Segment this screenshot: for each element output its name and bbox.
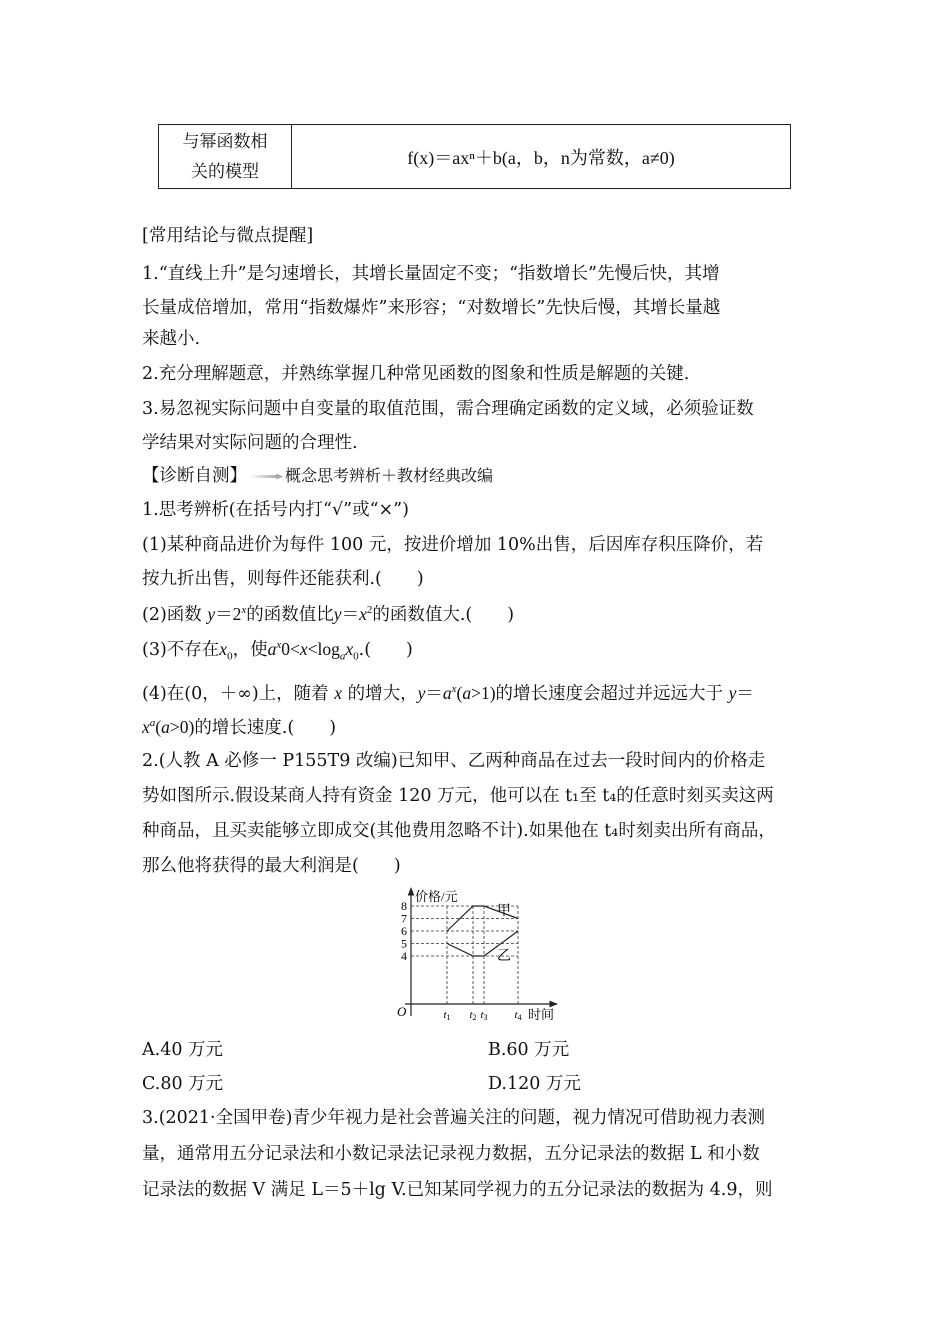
tip-line: 1.“直线上升”是匀速增长，其增长量固定不变；“指数增长”先慢后快，其增	[142, 264, 720, 284]
q2-line: 2.(人教 A 必修一 P155T9 改编)已知甲、乙两种商品在过去一段时间内的价格走	[142, 751, 766, 771]
q1-item3: (3)不存在$x_0$，使$a^x0<x<\log_ax_0$.( )	[142, 639, 413, 663]
price-trend-chart	[385, 884, 565, 1028]
q1-item2-text: 的函数值大.( )	[372, 605, 515, 625]
q3-line: 量，通常用五分记录法和小数记录法记录视力数据，五分记录法的数据 L 和小数	[142, 1144, 760, 1164]
q3-line: 3.(2021·全国甲卷)青少年视力是社会普遍关注的问题，视力情况可借助视力表测	[142, 1108, 765, 1128]
q1-item1-line2: 按九折出售，则每件还能获利.( )	[142, 569, 424, 589]
section-heading: [常用结论与微点提醒]	[142, 226, 314, 246]
model-formula: f(x)＝axⁿ＋b(a，b，n为常数，a≠0)	[292, 125, 791, 189]
option-a: A.40 万元	[142, 1040, 224, 1060]
q1-item4-text: (4)在(0，＋∞)上，随着	[142, 684, 329, 704]
origin-label: O	[397, 1004, 407, 1019]
q1-item4-line2: $x^a(a>0)$的增长速度.( )	[142, 717, 337, 738]
model-name-line2: 关的模型	[191, 161, 259, 182]
series-label-jia: 甲	[497, 904, 511, 919]
q2-line: 种商品，且买卖能够立即成交(其他费用忽略不计).如果他在 t₄时刻卖出所有商品，	[142, 821, 776, 841]
y-axis-label: 价格/元	[415, 889, 458, 904]
tip-line: 来越小.	[142, 329, 201, 349]
q1-item1-line1: (1)某种商品进价为每件 100 元，按进价增加 10%出售，后因库存积压降价，若	[142, 535, 764, 555]
q1-item2-text: (2)函数	[142, 605, 202, 625]
q2-line: 势如图所示.假设某商人持有资金 120 万元，他可以在 t₁至 t₄的任意时刻买卖这两	[142, 786, 774, 806]
q1-item3-text: (3)不存在	[142, 640, 220, 660]
model-table	[158, 124, 791, 189]
model-name-line1: 与幂函数相	[182, 131, 268, 152]
q1-stem: 1.思考辨析(在括号内打“√”或“×”)	[142, 500, 409, 520]
y-tick-label: 4	[401, 949, 407, 963]
tip-line: 3.易忽视实际问题中自变量的取值范围，需合理确定函数的定义域，必须验证数	[142, 399, 754, 419]
q1-item3-text: .( )	[358, 640, 413, 660]
option-d: D.120 万元	[488, 1074, 581, 1094]
y-tick-label: 6	[401, 924, 407, 938]
y-tick-label: 7	[401, 911, 407, 926]
q1-item2-text: 的函数值比	[246, 605, 334, 625]
q3-line: 记录法的数据 V 满足 L＝5＋lg V.已知某同学视力的五分记录法的数据为 4.9，则	[142, 1180, 773, 1200]
model-name-cell	[159, 125, 292, 189]
series-label-yi: 乙	[497, 949, 511, 964]
diagnosis-subtitle: 概念思考辨析＋教材经典改编	[285, 466, 494, 485]
x-tick-label: t3	[480, 1009, 488, 1022]
y-tick-label: 8	[401, 899, 407, 913]
x-tick-label: t2	[469, 1009, 477, 1022]
q1-item3-text: ，使	[232, 640, 268, 660]
arrow-icon	[249, 474, 283, 480]
x-tick-label: t1	[443, 1009, 451, 1022]
x-tick-label: t4	[514, 1009, 522, 1022]
q2-line: 那么他将获得的最大利润是( )	[142, 856, 401, 876]
option-b: B.60 万元	[488, 1040, 570, 1060]
y-tick-label: 5	[401, 936, 407, 951]
option-c: C.80 万元	[142, 1074, 224, 1094]
tip-line: 学结果对实际问题的合理性.	[142, 433, 358, 453]
q1-item4-text: 的增长速度.( )	[194, 718, 337, 738]
q1-item4-text: 的增大，	[347, 684, 418, 704]
q1-item2: (2)函数 $y=2^x$的函数值比$y=x^2$的函数值大.( )	[142, 604, 515, 625]
tip-line: 2.充分理解题意，并熟练掌握几种常见函数的图象和性质是解题的关键.	[142, 364, 690, 384]
x-axis-label: 时间	[528, 1007, 555, 1022]
diagnosis-label: 【诊断自测】	[142, 466, 247, 486]
q1-item4-text: 的增长速度会超过并远远大于	[495, 684, 724, 704]
tip-line: 长量成倍增加，常用“指数爆炸”来形容；“对数增长”先快后慢，其增长量越	[142, 298, 721, 318]
diagnosis-header	[142, 464, 493, 488]
q1-item4-line1: (4)在(0，＋∞)上，随着 x 的增大，$y=a^x(a>1)$的增长速度会超过并远远大于 y＝	[142, 683, 754, 704]
